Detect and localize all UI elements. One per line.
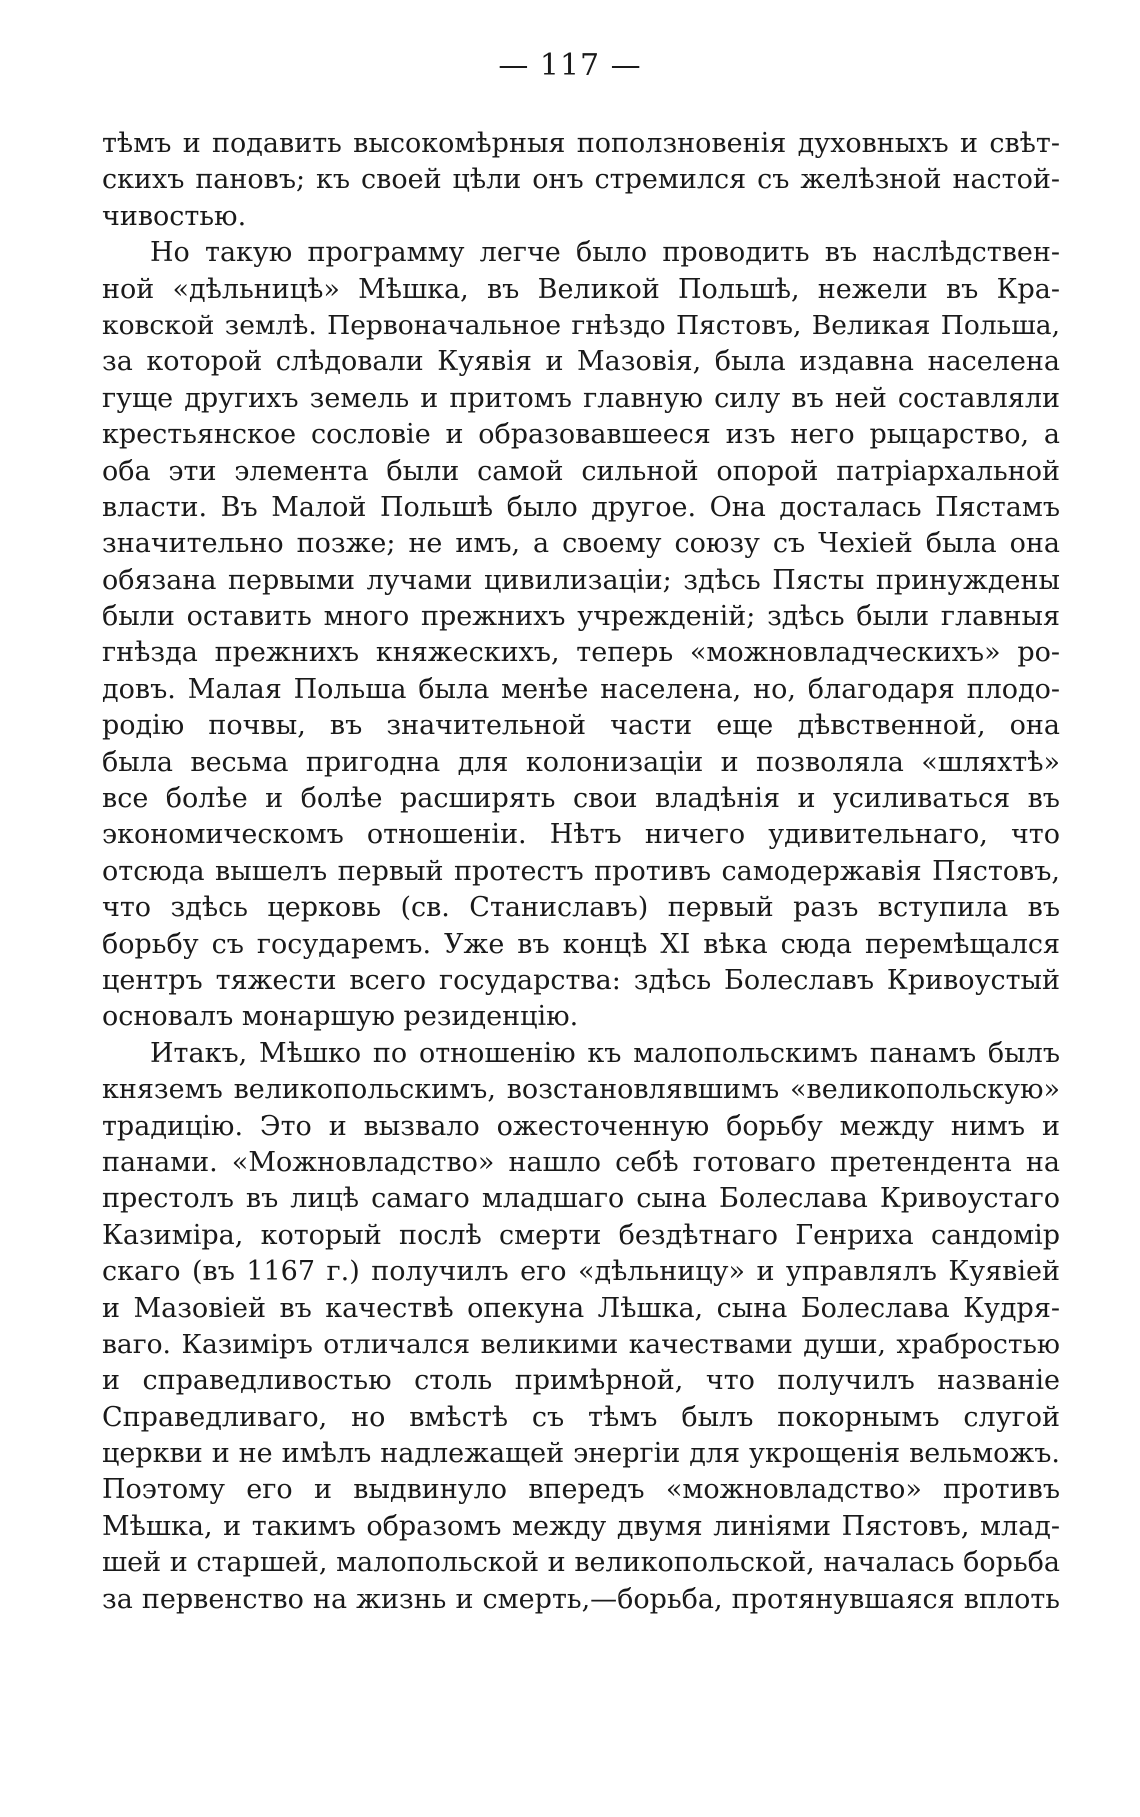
text-line: панами. «Можновладство» нашло себѣ готоваго претендента на — [102, 1146, 1060, 1178]
paragraph — [102, 126, 1060, 235]
text-line: власти. Въ Малой Польшѣ было другое. Она досталась Пястамъ — [102, 491, 1060, 523]
text-line: экономическомъ отношеніи. Нѣтъ ничего удивительнаго, что — [102, 819, 1060, 851]
text-line: что здѣсь церковь (св. Станиславъ) первый разъ вступила въ — [102, 892, 1060, 924]
text-line: княземъ великопольскимъ, возстановлявшимъ «великопольскую» — [102, 1074, 1060, 1106]
text-line: за которой слѣдовали Куявія и Мазовія, была издавна населена — [102, 346, 1060, 378]
text-line: скихъ пановъ; къ своей цѣли онъ стремился съ желѣзной настой- — [102, 164, 1060, 196]
text-line: Мѣшка, и такимъ образомъ между двумя линіями Пястовъ, млад- — [102, 1510, 1060, 1542]
text-line: Итакъ, Мѣшко по отношенію къ малопольскимъ панамъ былъ — [150, 1037, 1060, 1069]
text-line: престолъ въ лицѣ самаго младшаго сына Болеслава Кривоустаго — [102, 1183, 1060, 1215]
text-line: оба эти элемента были самой сильной опорой патріархальной — [102, 455, 1060, 487]
page-number: — 117 — — [498, 48, 642, 83]
text-line: основалъ монаршую резиденцію. — [102, 1001, 579, 1033]
text-line: отсюда вышелъ первый протестъ противъ самодержавія Пястовъ, — [102, 855, 1060, 887]
text-line: борьбу съ государемъ. Уже въ концѣ XI вѣка сюда перемѣщался — [102, 928, 1060, 960]
text-line: тѣмъ и подавить высокомѣрныя поползновенія духовныхъ и свѣт- — [102, 128, 1060, 159]
text-line: ковской землѣ. Первоначальное гнѣздо Пястовъ, Великая Польша, — [102, 309, 1060, 341]
text-line: шей и старшей, малопольской и великопольской, началась борьба — [102, 1547, 1060, 1579]
body-text — [102, 126, 1060, 1618]
text-line: за первенство на жизнь и смерть,—борьба, протянувшаяся вплоть — [102, 1583, 1060, 1615]
text-line: довъ. Малая Польша была менѣе населена, но, благодаря плодо- — [102, 673, 1060, 705]
text-line: значительно позже; не имъ, а своему союзу съ Чехіей была она — [102, 528, 1060, 560]
text-line: ваго. Казиміръ отличался великими качествами души, храбростью — [102, 1328, 1060, 1360]
text-line: гуще другихъ земель и притомъ главную силу въ ней составляли — [102, 382, 1060, 414]
text-line: традицію. Это и вызвало ожесточенную борьбу между нимъ и — [102, 1110, 1060, 1142]
text-line: церкви и не имѣлъ надлежащей энергіи для укрощенія вельможъ. — [102, 1438, 1060, 1470]
text-line: и Мазовіей въ качествѣ опекуна Лѣшка, сына Болеслава Кудря- — [102, 1292, 1060, 1324]
text-line: Но такую программу легче было проводить въ наслѣдствен- — [150, 237, 1060, 269]
text-line: все болѣе и болѣе расширять свои владѣнія и усиливаться въ — [102, 783, 1060, 815]
text-line: родію почвы, въ значительной части еще дѣвственной, она — [102, 710, 1060, 742]
text-line: были оставить много прежнихъ учрежденій; здѣсь были главныя — [102, 601, 1060, 633]
text-line: гнѣзда прежнихъ княжескихъ, теперь «можновладческихъ» ро- — [102, 637, 1060, 669]
text-line: обязана первыми лучами цивилизаціи; здѣсь Пясты принуждены — [102, 564, 1060, 596]
text-line: крестьянское сословіе и образовавшееся изъ него рыцарство, а — [102, 419, 1060, 451]
text-line: центръ тяжести всего государства: здѣсь Болеславъ Кривоустый — [102, 964, 1060, 996]
text-line: Справедливаго, но вмѣстѣ съ тѣмъ былъ покорнымъ слугой — [102, 1401, 1060, 1433]
text-line: и справедливостью столь примѣрной, что получилъ названіе — [102, 1365, 1060, 1397]
text-line: Казиміра, который послѣ смерти бездѣтнаго Генриха сандомір — [102, 1219, 1060, 1251]
text-line: чивостью. — [102, 200, 247, 232]
text-line: скаго (въ 1167 г.) получилъ его «дѣльницу» и управлялъ Куявіей — [102, 1256, 1060, 1288]
paragraph — [102, 235, 1060, 1036]
text-line: была весьма пригодна для колонизаціи и позволяла «шляхтѣ» — [102, 746, 1060, 778]
paragraph — [102, 1036, 1060, 1618]
text-line: ной «дѣльницѣ» Мѣшка, въ Великой Польшѣ, нежели въ Кра- — [102, 273, 1060, 305]
text-line: Поэтому его и выдвинуло впередъ «можновладство» противъ — [102, 1474, 1060, 1506]
